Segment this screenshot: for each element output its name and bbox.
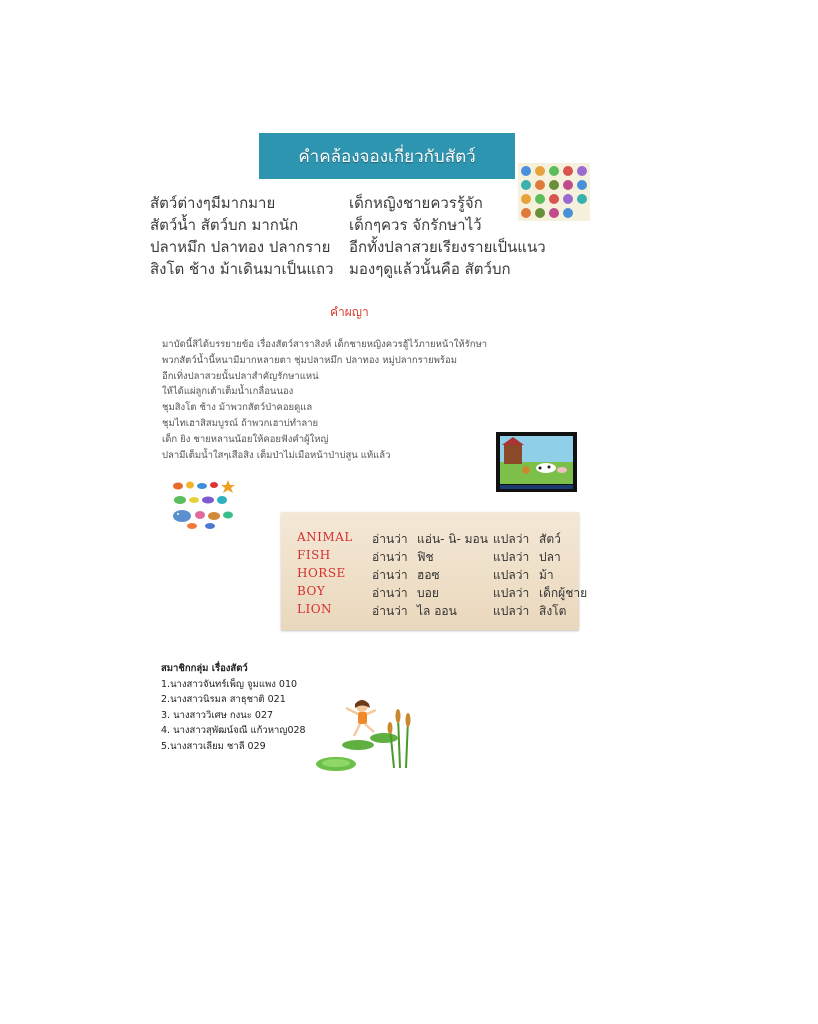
group-members — [161, 661, 306, 754]
vocab-read-label: อ่านว่า — [372, 586, 408, 600]
prose-line: เด็ก ยิง ชายหลานน้อยให้คอยฟังคำผู้ใหญ่ — [162, 433, 329, 445]
poem-line: มองๆดูแล้วนั้นคือ สัตว์บก — [349, 260, 511, 278]
vocab-pronunciation: บอย — [417, 586, 439, 600]
vocab-english: ANIMAL — [297, 530, 353, 544]
poem-line: อีกทั้งปลาสวยเรียงรายเป็นแนว — [349, 238, 546, 256]
vocab-english: LION — [297, 602, 333, 616]
prose-line: ชุมสิงโต ช้าง ม้าพวกสัตว์ป่าคอยดูแล — [162, 402, 313, 414]
members-heading: สมาชิกกลุ่ม เรื่องสัตว์ — [161, 663, 248, 674]
girl-lilypad-image — [314, 698, 420, 774]
vocabulary-box — [281, 512, 588, 630]
vocab-english: HORSE — [297, 566, 346, 580]
vocab-pronunciation: ฟิช — [417, 550, 434, 564]
poem-right-column — [349, 192, 546, 280]
vocab-mean-label: แปลว่า — [493, 550, 530, 564]
vocab-pronunciation: แอ่น- นิ- มอน — [417, 532, 488, 546]
vocab-mean-label: แปลว่า — [493, 568, 530, 582]
vocab-english: FISH — [297, 548, 331, 562]
vocab-mean-label: แปลว่า — [493, 604, 530, 618]
prose-line: พวกสัตว์น้ำนี้หนามีมากหลายตา ชุ่มปลาหมึก ปลาทอง หมู่ปลากรายพร้อม — [162, 354, 457, 366]
vocab-thai: สัตว์ — [539, 532, 561, 546]
vocab-mean-label: แปลว่า — [493, 532, 530, 546]
prose-text — [162, 337, 487, 463]
sea-animals-image — [170, 478, 236, 530]
poem-left-column — [150, 192, 334, 280]
vocab-read-label: อ่านว่า — [372, 604, 408, 618]
vocab-pronunciation: ไล ออน — [417, 604, 457, 618]
member-item: 1.นางสาวจันทร์เพ็ญ จูมแพง 010 — [161, 678, 298, 690]
poem-line: สิงโต ช้าง ม้าเดินมาเป็นแถว — [150, 260, 334, 278]
vocab-read-label: อ่านว่า — [372, 568, 408, 582]
poem-line: สัตว์ต่างๆมีมากมาย — [150, 194, 276, 212]
vocab-thai: ปลา — [539, 550, 561, 564]
member-item: 4. นางสาวสุพัฒน์จณี แก้วหาญ028 — [161, 725, 306, 736]
prose-heading: คำผญา — [330, 305, 369, 319]
poem-line: เด็กหญิงชายควรรู้จัก — [349, 194, 483, 212]
poem-line: ปลาหมึก ปลาทอง ปลากราย — [150, 238, 331, 256]
farm-cartoon-image — [496, 432, 577, 492]
member-item: 2.นางสาวนิรมล สาธุชาติ 021 — [161, 694, 286, 705]
prose-line: ปลามีเต็มน้ำใสๆเสือสิง เต็มป่าไม่เมือหน้าป่าบ่สูน แท้แล้ว — [162, 449, 391, 461]
poem-line: เด็กๆควร จักรักษาไว้ — [349, 216, 482, 234]
page-title: คำคล้องจองเกี่ยวกับสัตว์ — [259, 133, 515, 179]
vocab-mean-label: แปลว่า — [493, 586, 530, 600]
member-item: 5.นางสาวเลียม ชาลี 029 — [161, 740, 266, 752]
vocab-english: BOY — [297, 584, 326, 598]
vocab-read-label: อ่านว่า — [372, 550, 408, 564]
prose-line: มาบัดนี้สิได้บรรยายข้อ เรื่องสัตว์สาราสิงห์ เด็กชายหญิงควรฮู้ไว้ภายหน้าให้รักษา — [162, 339, 488, 350]
vocab-thai: ม้า — [539, 568, 554, 582]
vocab-thai: สิงโต — [539, 604, 567, 618]
poem-line: สัตว์น้ำ สัตว์บก มากนัก — [150, 216, 299, 234]
vocab-read-label: อ่านว่า — [372, 532, 408, 546]
prose-line: อีกเทิ่งปลาสวยนั้นปลาสำคัญรักษาแหน่ — [162, 370, 319, 382]
vocab-pronunciation: ฮอซ — [417, 568, 440, 582]
prose-line: ชุมไทเฮาสิสมบูรณ์ ถ้าพวกเฮาบ่ทำลาย — [162, 417, 319, 429]
prose-line: ให้ได้แผ่ลูกเต้าเต็มน้ำเกลื่อนนอง — [162, 386, 294, 398]
vocab-thai: เด็กผู้ชาย — [539, 586, 588, 600]
member-item: 3. นางสาววิเศษ กงนะ 027 — [161, 709, 274, 721]
